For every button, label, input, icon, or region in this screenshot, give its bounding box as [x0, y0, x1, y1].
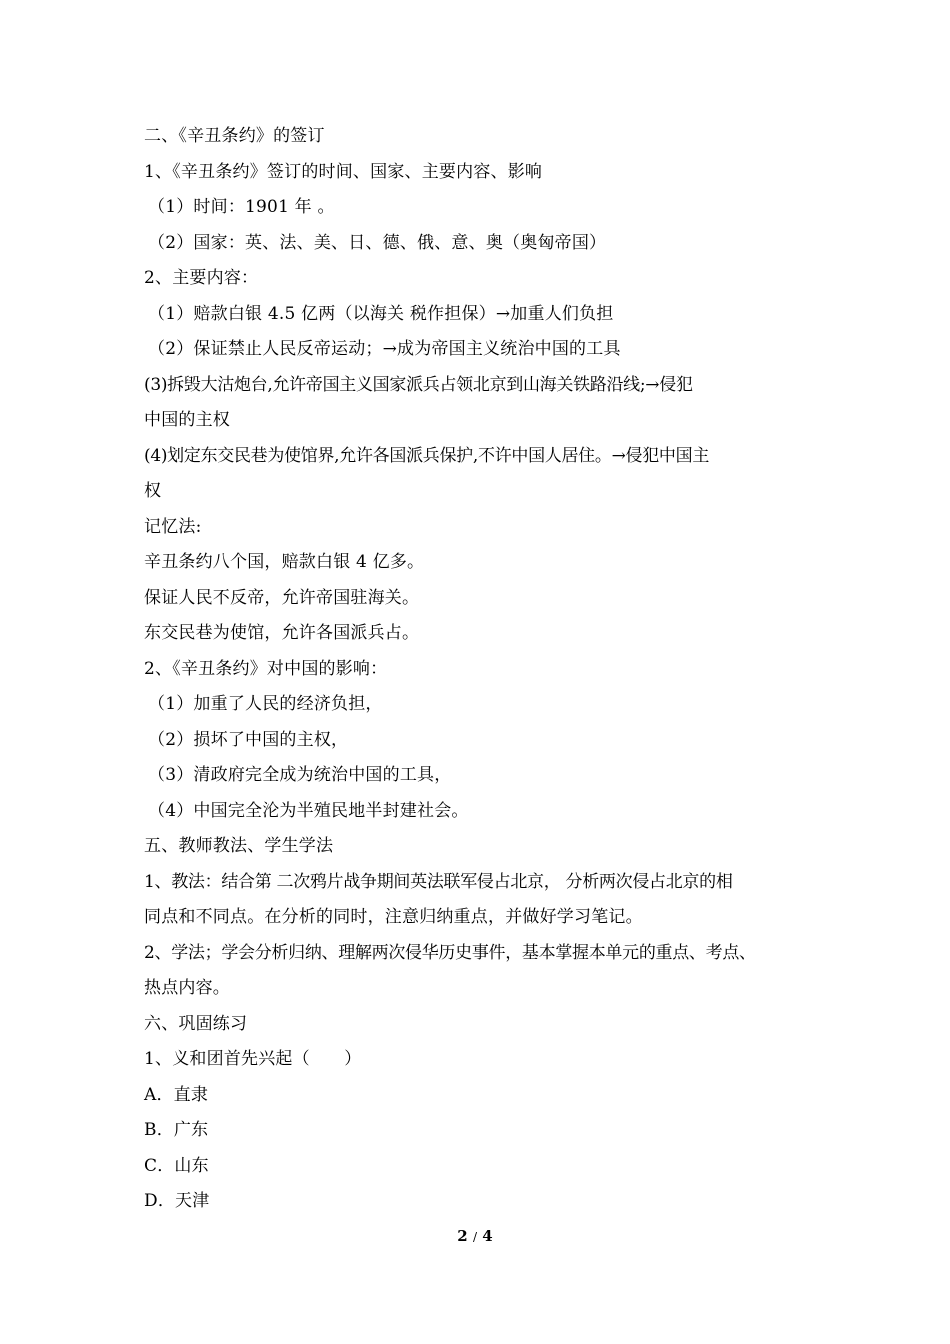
section-heading: 六、巩固练习 [144, 1013, 248, 1034]
paragraph-line: 1、《辛丑条约》签订的时间、国家、主要内容、影响 [144, 161, 543, 182]
paragraph-line: 中国的主权 [144, 410, 230, 430]
section-heading: 二、《辛丑条约》的签订 [144, 126, 325, 146]
section-heading: 五、教师教法、学生学法 [144, 836, 334, 856]
paragraph-line: （1）加重了人民的经济负担， [148, 694, 383, 714]
paragraph-line: （1）赔款白银 4.5 亿两（以海关 税作担保）→加重人们负担 [148, 303, 614, 324]
paragraph-line: 保证人民不反帝，允许帝国驻海关。 [144, 587, 420, 608]
document-body [144, 119, 816, 1220]
page-number [0, 1227, 950, 1245]
paragraph-line: 辛丑条约八个国，赔款白银 4 亿多。 [144, 552, 425, 572]
paragraph-line: （2）保证禁止人民反帝运动；→成为帝国主义统治中国的工具 [148, 339, 621, 359]
paragraph-line: （1）时间：1901 年 。 [148, 197, 335, 217]
paragraph-line: 2、学法；学会分析归纳、理解两次侵华历史事件，基本掌握本单元的重点、考点、 [144, 942, 756, 963]
paragraph-line: （3）清政府完全成为统治中国的工具， [148, 765, 452, 785]
paragraph-line: （2）国家：英、法、美、日、德、俄、意、奥（奥匈帝国） [148, 232, 607, 253]
paragraph-line: 热点内容。 [144, 978, 230, 998]
paragraph-line: 记忆法: [144, 516, 202, 537]
current-page-number: 2 [457, 1227, 468, 1245]
paragraph-line: （2）损坏了中国的主权， [148, 729, 349, 750]
answer-option: D．天津 [144, 1191, 210, 1211]
answer-option: A．直隶 [144, 1084, 209, 1105]
paragraph-line: （4）中国完全沦为半殖民地半封建社会。 [148, 800, 469, 821]
paragraph-line: 1、教法：结合第 二次鸦片战争期间英法联军侵占北京， 分析两次侵占北京的相 [144, 871, 733, 892]
total-pages-number: 4 [482, 1227, 493, 1245]
paragraph-line: (3)拆毁大沽炮台,允许帝国主义国家派兵占领北京到山海关铁路沿线;→侵犯 [144, 374, 693, 395]
question-line: 1、义和团首先兴起（ ） [144, 1049, 362, 1069]
paragraph-line: 同点和不同点。在分析的同时，注意归纳重点，并做好学习笔记。 [144, 907, 643, 927]
answer-option: B．广东 [144, 1120, 209, 1140]
paragraph-line: 东交民巷为使馆，允许各国派兵占。 [144, 623, 420, 643]
paragraph-line: (4)划定东交民巷为使馆界,允许各国派兵保护,不许中国人居住。→侵犯中国主 [144, 445, 710, 466]
page-separator: / [472, 1230, 478, 1244]
paragraph-line: 2、主要内容： [144, 268, 259, 288]
paragraph-line: 2、《辛丑条约》对中国的影响： [144, 658, 388, 679]
answer-option: C．山东 [144, 1155, 209, 1176]
paragraph-line: 权 [144, 481, 162, 501]
